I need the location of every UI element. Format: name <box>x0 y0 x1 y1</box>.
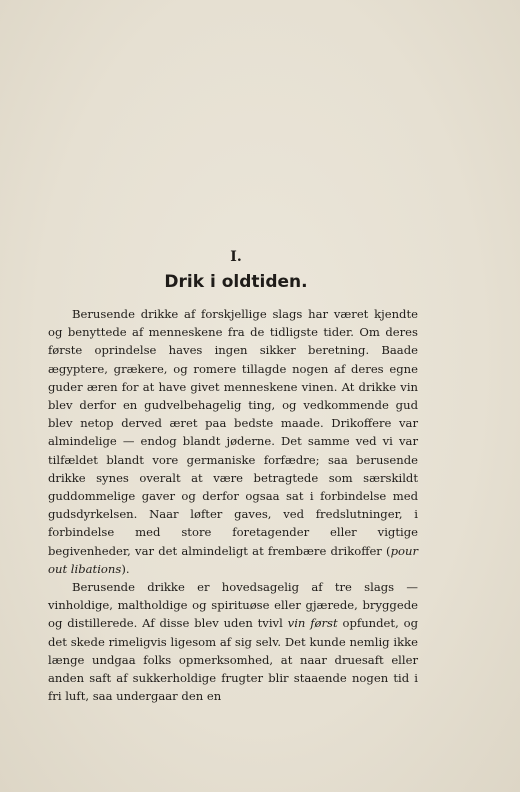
chapter-title: Drik i oldtiden. <box>164 272 308 292</box>
paragraph-2 <box>48 578 418 705</box>
paragraph-1-italic-phrase: pour out libations <box>48 543 418 576</box>
paragraph-2-text: Berusende drikke er hovedsagelig af tre slags — vinholdige, maltholdige og spirituøse eller gjærede, bryggede og distillerede. Af disse blev uden tvivl <box>48 580 418 631</box>
chapter-number: I. <box>230 249 242 265</box>
paragraph-2-italic-phrase: vin først <box>287 616 338 631</box>
text-block <box>48 248 418 705</box>
paragraph-1 <box>48 305 418 578</box>
paragraph-2-text-end: opfundet, og det skede rimeligvis ligesom af sig selv. Det kunde nemlig ikke længe undgaa folks opmerksomhed, at naar druesaft eller anden saft af sukkerholdige frugter blir staaende nogen tid i fri luft, saa undergaar den en <box>48 616 419 704</box>
paragraph-1-text: Berusende drikke af forskjellige slags har været kjendte og benyttede af menneskene fra de tidligste tider. Om deres første oprindelse haves ingen sikker beretning. Baade ægyptere, grækere, og romere tillagde nogen af deres egne guder æren for at have givet menneskene vinen. At drikke vin blev derfor en gudvelbehagelig ting, og vedkommende gud blev netop derved æret paa bedste maade. Drikoffere var almindelige — endog blandt jøderne. Det samme ved vi var tilfældet blandt vore germaniske forfædre; saa berusende drikke synes overalt at være betragtede som særskildt guddommelige gaver og derfor ogsaa sat i forbindelse med gudsdyrkelsen. Naar løfter gaves, ved fredslutninger, i forbindelse med store foretagender eller vigtige begivenheder, var det almindeligt at frembære drikoffer ( <box>48 307 418 558</box>
paragraph-1-text-end: ). <box>121 561 130 576</box>
